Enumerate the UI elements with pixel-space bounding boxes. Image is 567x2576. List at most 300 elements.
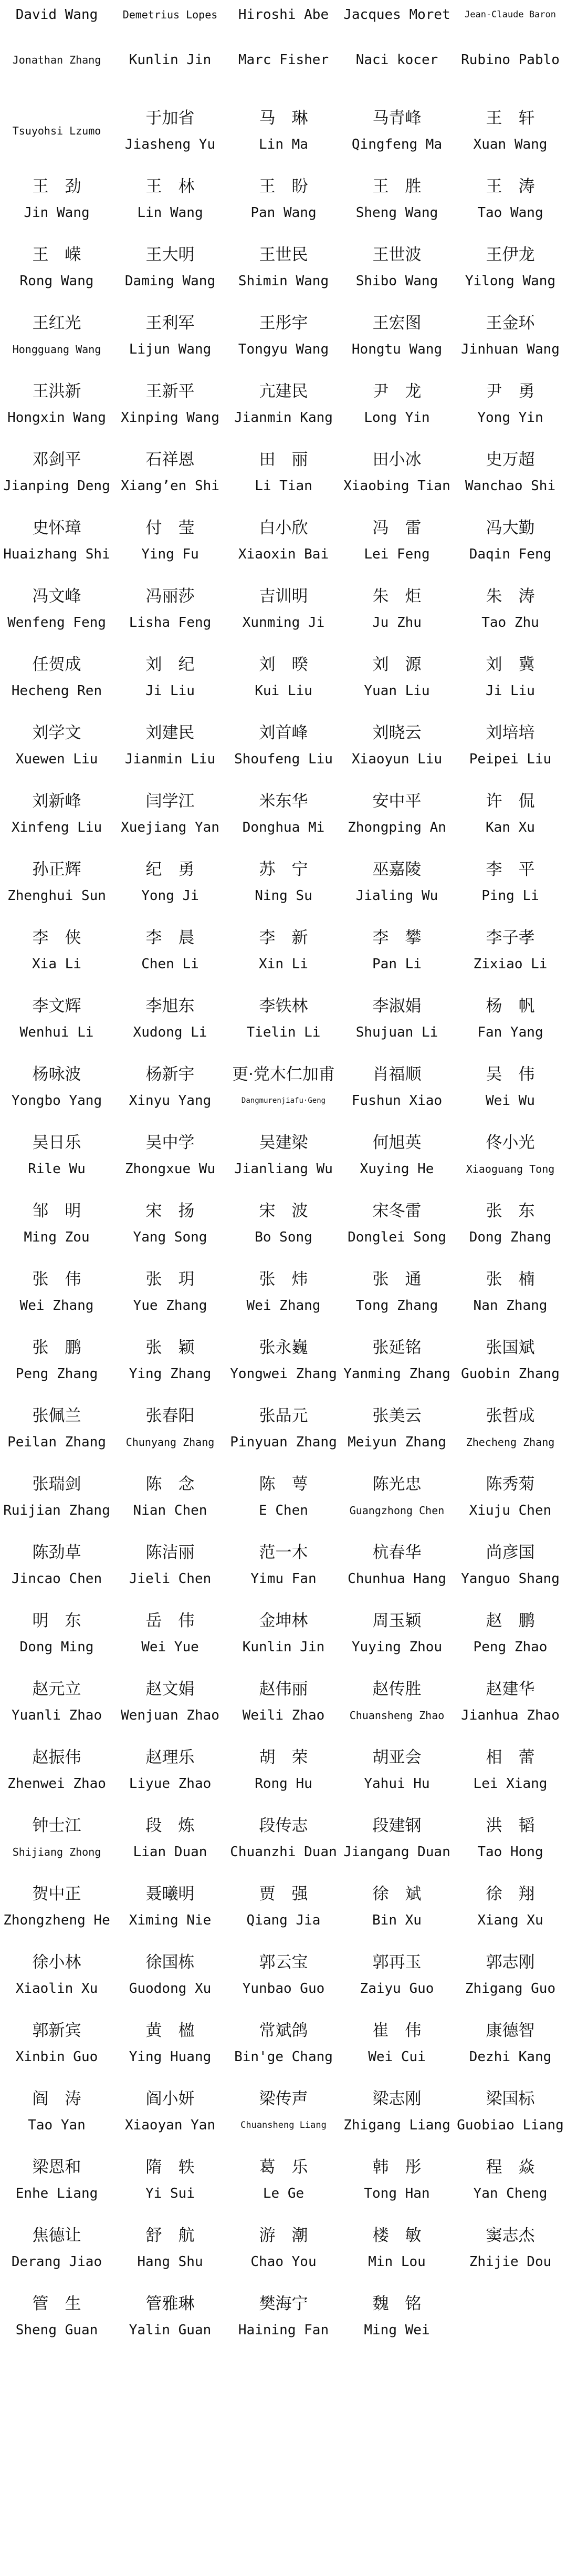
english-name: Ming Zou [24, 1229, 90, 1245]
english-name: Rong Wang [19, 273, 94, 289]
name-cell [0, 1668, 113, 1736]
chinese-name: 韩 彤 [372, 2158, 422, 2177]
english-name: Huaizhang Shi [3, 546, 110, 562]
name-cell [340, 575, 454, 643]
name-cell [340, 1394, 454, 1463]
name-row [0, 506, 567, 575]
name-cell [454, 97, 567, 165]
english-name: Jianmin Liu [124, 751, 216, 767]
english-name: Peng Zhao [473, 1639, 548, 1655]
english-name: Dong Zhang [469, 1229, 552, 1245]
name-cell [454, 575, 567, 643]
english-name: Ruijian Zhang [3, 1503, 110, 1518]
name-cell [454, 1121, 567, 1189]
name-cell [113, 1599, 227, 1668]
name-cell [113, 2214, 227, 2282]
english-name: Xiang’en Shi [121, 478, 219, 494]
name-cell [227, 1326, 340, 1394]
name-cell [454, 1736, 567, 1804]
chinese-name: 宋 波 [259, 1202, 308, 1220]
chinese-name: 段 炼 [145, 1816, 195, 1835]
name-cell [227, 1872, 340, 1941]
english-name: Hecheng Ren [11, 683, 102, 699]
name-row [0, 2146, 567, 2214]
name-cell [227, 165, 340, 233]
chinese-name: 岳 伟 [145, 1611, 195, 1630]
english-name: Yong Yin [477, 410, 543, 426]
chinese-name: 张 通 [372, 1270, 422, 1289]
english-name: Zhenghui Sun [7, 888, 106, 904]
name-cell [0, 0, 113, 23]
chinese-name: 陈 萼 [259, 1475, 308, 1494]
english-name: Hang Shu [137, 2254, 203, 2270]
english-name: Shimin Wang [238, 273, 329, 289]
english-name: Chuansheng Liang [240, 2120, 327, 2130]
chinese-name: 金坤林 [259, 1611, 308, 1630]
chinese-name: 张佩兰 [32, 1406, 81, 1425]
name-cell [113, 165, 227, 233]
name-cell [0, 1531, 113, 1599]
name-row [0, 1258, 567, 1326]
chinese-name: 王利军 [145, 314, 195, 333]
english-name: Guangzhong Chen [349, 1504, 445, 1517]
chinese-name: 宋 扬 [145, 1202, 195, 1220]
english-name: Ji Liu [486, 683, 535, 699]
chinese-name: 刘晓云 [372, 723, 422, 742]
english-name: Yongbo Yang [11, 1093, 102, 1109]
english-name: Nan Zhang [473, 1298, 548, 1313]
english-name: Wei Wu [486, 1093, 535, 1109]
english-name: Wei Yue [141, 1639, 199, 1655]
english-name: Naci kocer [355, 52, 438, 68]
name-cell [454, 23, 567, 97]
chinese-name: 常斌鸽 [259, 2021, 308, 2040]
name-cell [454, 1941, 567, 2009]
chinese-name: 田 丽 [259, 450, 308, 469]
chinese-name: 楼 敏 [372, 2226, 422, 2245]
chinese-name: 李子孝 [486, 928, 535, 947]
english-name: Xin Li [259, 956, 308, 972]
name-cell [227, 0, 340, 23]
name-cell [0, 711, 113, 780]
english-name: Yuanli Zhao [11, 1708, 102, 1723]
chinese-name: 张瑞剑 [32, 1475, 81, 1494]
chinese-name: 于加省 [145, 109, 195, 128]
name-cell [340, 1736, 454, 1804]
chinese-name: 贺中正 [32, 1885, 81, 1903]
name-cell [340, 1326, 454, 1394]
english-name: Xia Li [32, 956, 81, 972]
english-name: Dezhi Kang [469, 2049, 552, 2065]
name-cell [0, 2077, 113, 2146]
name-cell [113, 643, 227, 711]
english-name: Shoufeng Liu [234, 751, 333, 767]
english-name: Tong Zhang [355, 1298, 438, 1313]
english-name: Kan Xu [486, 820, 535, 835]
chinese-name: 王伊龙 [486, 245, 535, 264]
chinese-name: 苏 宁 [259, 860, 308, 879]
name-cell [340, 1258, 454, 1326]
name-cell [227, 916, 340, 985]
chinese-name: 赵 鹏 [486, 1611, 535, 1630]
english-name: Jianping Deng [3, 478, 110, 494]
name-cell [340, 2077, 454, 2146]
english-name: Yuan Liu [364, 683, 430, 699]
chinese-name: 聂曦明 [145, 1885, 195, 1903]
english-name: Wenhui Li [19, 1025, 94, 1040]
english-name: Fushun Xiao [351, 1093, 443, 1109]
english-name: Pan Wang [250, 205, 317, 221]
chinese-name: 管雅琳 [145, 2294, 195, 2313]
name-cell [227, 643, 340, 711]
name-cell [113, 711, 227, 780]
name-cell [227, 302, 340, 370]
chinese-name: 王 轩 [486, 109, 535, 128]
chinese-name: 孙正辉 [32, 860, 81, 879]
english-name: Tao Wang [477, 205, 543, 221]
english-name: Bin Xu [372, 1912, 422, 1928]
english-name: Zixiao Li [473, 956, 548, 972]
english-name: Yalin Guan [129, 2322, 212, 2338]
chinese-name: 隋 轶 [145, 2158, 195, 2177]
chinese-name: 刘学文 [32, 723, 81, 742]
english-name: Marc Fisher [238, 52, 329, 68]
english-name: Wenfeng Feng [7, 615, 106, 630]
english-name: Lin Ma [259, 137, 308, 152]
chinese-name: 闫学江 [145, 792, 195, 811]
name-cell [340, 1668, 454, 1736]
chinese-name: 李铁林 [259, 997, 308, 1016]
chinese-name: 梁恩和 [32, 2158, 81, 2177]
english-name: Ju Zhu [372, 615, 422, 630]
name-cell [227, 2077, 340, 2146]
english-name: Zhecheng Zhang [466, 1436, 555, 1449]
english-name: Ying Fu [141, 546, 199, 562]
chinese-name: 佟小光 [486, 1133, 535, 1152]
name-cell [227, 23, 340, 97]
name-cell [227, 1463, 340, 1531]
chinese-name: 王 劲 [32, 177, 81, 196]
name-cell [340, 711, 454, 780]
chinese-name: 梁传声 [259, 2089, 308, 2108]
name-cell [454, 233, 567, 302]
chinese-name: 刘 暌 [259, 655, 308, 674]
chinese-name: 尹 龙 [372, 382, 422, 401]
name-cell [454, 1326, 567, 1394]
english-name: Chen Li [141, 956, 199, 972]
english-name: Zhigang Liang [343, 2117, 450, 2133]
chinese-name: 相 蕾 [486, 1748, 535, 1767]
chinese-name: 阎 涛 [32, 2089, 81, 2108]
chinese-name: 程 焱 [486, 2158, 535, 2177]
name-cell [113, 1258, 227, 1326]
chinese-name: 刘建民 [145, 723, 195, 742]
chinese-name: 米东华 [259, 792, 308, 811]
chinese-name: 冯丽莎 [145, 587, 195, 606]
name-cell [340, 1531, 454, 1599]
english-name: Yan Cheng [473, 2186, 548, 2201]
chinese-name: 赵理乐 [145, 1748, 195, 1767]
chinese-name: 吴中学 [145, 1133, 195, 1152]
name-cell [113, 0, 227, 23]
english-name: Lei Feng [364, 546, 430, 562]
name-cell [0, 1599, 113, 1668]
english-name: Guobiao Liang [457, 2117, 564, 2133]
name-cell [340, 1804, 454, 1872]
english-name: Yimu Fan [250, 1571, 317, 1587]
chinese-name: 徐国栋 [145, 1953, 195, 1972]
name-cell [113, 2282, 227, 2351]
name-cell [0, 2146, 113, 2214]
english-name: Chunhua Hang [348, 1571, 446, 1587]
english-name: Xinbin Guo [15, 2049, 98, 2065]
name-cell [340, 643, 454, 711]
chinese-name: 陈 念 [145, 1475, 195, 1494]
name-cell [113, 1189, 227, 1258]
name-row [0, 2077, 567, 2146]
english-name: Sheng Guan [15, 2322, 98, 2338]
name-row [0, 575, 567, 643]
english-name: Pinyuan Zhang [230, 1434, 337, 1450]
chinese-name: 赵文娟 [145, 1680, 195, 1699]
name-row [0, 97, 567, 165]
chinese-name: 赵传胜 [372, 1680, 422, 1699]
chinese-name: 杭春华 [372, 1543, 422, 1562]
name-cell [0, 916, 113, 985]
english-name: Xuying He [360, 1161, 434, 1177]
chinese-name: 李 平 [486, 860, 535, 879]
chinese-name: 王 盼 [259, 177, 308, 196]
chinese-name: 王 涛 [486, 177, 535, 196]
english-name: Yang Song [133, 1229, 207, 1245]
name-cell [113, 575, 227, 643]
english-name: Dangmurenjiafu·Geng [241, 1096, 326, 1105]
english-name: Xinyu Yang [129, 1093, 212, 1109]
english-name: Xudong Li [133, 1025, 207, 1040]
name-cell [340, 165, 454, 233]
name-cell [227, 233, 340, 302]
english-name: Pan Li [372, 956, 422, 972]
chinese-name: 安中平 [372, 792, 422, 811]
chinese-name: 郭新宾 [32, 2021, 81, 2040]
chinese-name: 刘培培 [486, 723, 535, 742]
chinese-name: 葛 乐 [259, 2158, 308, 2177]
name-cell [454, 1872, 567, 1941]
name-cell [454, 438, 567, 506]
name-cell [0, 1394, 113, 1463]
chinese-name: 亢建民 [259, 382, 308, 401]
english-name: Chuanzhi Duan [230, 1844, 337, 1860]
english-name: Ning Su [255, 888, 312, 904]
english-name: Derang Jiao [11, 2254, 102, 2270]
english-name: Xuejiang Yan [121, 820, 219, 835]
chinese-name: 游 潮 [259, 2226, 308, 2245]
chinese-name: 王新平 [145, 382, 195, 401]
name-cell [113, 1872, 227, 1941]
name-cell [340, 1872, 454, 1941]
chinese-name: 赵伟丽 [259, 1680, 308, 1699]
chinese-name: 石祥恩 [145, 450, 195, 469]
name-cell [0, 302, 113, 370]
chinese-name: 尚彦国 [486, 1543, 535, 1562]
chinese-name: 陈劲草 [32, 1543, 81, 1562]
name-cell [113, 1394, 227, 1463]
english-name: Ji Liu [145, 683, 195, 699]
chinese-name: 段传志 [259, 1816, 308, 1835]
name-cell [113, 2146, 227, 2214]
chinese-name: 徐 斌 [372, 1885, 422, 1903]
name-row [0, 1941, 567, 2009]
english-name: Xuan Wang [473, 137, 548, 152]
english-name: Le Ge [262, 2186, 304, 2201]
english-name: Zhijie Dou [469, 2254, 552, 2270]
chinese-name: 张品元 [259, 1406, 308, 1425]
name-cell [227, 1804, 340, 1872]
name-cell [454, 1463, 567, 1531]
name-cell [227, 506, 340, 575]
chinese-name: 洪 韬 [486, 1816, 535, 1835]
chinese-name: 刘 冀 [486, 655, 535, 674]
english-name: Hiroshi Abe [238, 7, 329, 23]
english-name: Jean-Claude Baron [465, 9, 556, 20]
name-cell [113, 1326, 227, 1394]
english-name: Meiyun Zhang [348, 1434, 446, 1450]
name-cell [113, 1531, 227, 1599]
english-name: Yong Ji [141, 888, 199, 904]
name-cell [454, 506, 567, 575]
chinese-name: 肖福顺 [372, 1065, 422, 1084]
name-cell [113, 1941, 227, 2009]
name-cell [227, 1599, 340, 1668]
chinese-name: 钟士江 [32, 1816, 81, 1835]
name-cell [227, 2009, 340, 2077]
chinese-name: 李文辉 [32, 997, 81, 1016]
english-name: Weili Zhao [242, 1708, 325, 1723]
chinese-name: 梁国标 [486, 2089, 535, 2108]
name-cell [454, 2146, 567, 2214]
chinese-name: 王宏图 [372, 314, 422, 333]
name-row [0, 0, 567, 23]
name-cell [454, 780, 567, 848]
chinese-name: 张 楠 [486, 1270, 535, 1289]
chinese-name: 徐 翔 [486, 1885, 535, 1903]
chinese-name: 邹 明 [32, 1202, 81, 1220]
name-cell [227, 1258, 340, 1326]
english-name: Jialing Wu [355, 888, 438, 904]
name-cell [0, 1804, 113, 1872]
english-name: Tielin Li [246, 1025, 321, 1040]
chinese-name: 更·党木仁加甫 [232, 1065, 335, 1084]
name-cell [0, 1872, 113, 1941]
name-row [0, 711, 567, 780]
name-cell [113, 780, 227, 848]
chinese-name: 陈光忠 [372, 1475, 422, 1494]
english-name: Shibo Wang [355, 273, 438, 289]
english-name: Kunlin Jin [242, 1639, 325, 1655]
chinese-name: 张 伟 [32, 1270, 81, 1289]
english-name: Tao Yan [28, 2117, 86, 2133]
chinese-name: 冯大勤 [486, 519, 535, 537]
english-name: Jonathan Zhang [12, 54, 101, 66]
chinese-name: 冯 雷 [372, 519, 422, 537]
name-cell [113, 985, 227, 1053]
name-cell [340, 233, 454, 302]
name-cell [113, 2077, 227, 2146]
english-name: Xinping Wang [121, 410, 219, 426]
chinese-name: 王洪新 [32, 382, 81, 401]
name-cell [454, 916, 567, 985]
name-cell [454, 985, 567, 1053]
english-name: Bin'ge Chang [234, 2049, 333, 2065]
name-cell [454, 1189, 567, 1258]
english-name: Hongguang Wang [12, 343, 101, 356]
chinese-name: 张春阳 [145, 1406, 195, 1425]
english-name: Shijiang Zhong [12, 1846, 101, 1858]
chinese-name: 任贺成 [32, 655, 81, 674]
english-name: Peng Zhang [15, 1366, 98, 1382]
name-row [0, 370, 567, 438]
chinese-name: 张 炜 [259, 1270, 308, 1289]
english-name: Chuansheng Zhao [349, 1709, 445, 1722]
name-cell [227, 985, 340, 1053]
english-name: Ying Zhang [129, 1366, 212, 1382]
english-name: Jianhua Zhao [461, 1708, 560, 1723]
english-name: Wei Zhang [19, 1298, 94, 1313]
english-name: Yilong Wang [465, 273, 556, 289]
english-name: Xiaolin Xu [15, 1981, 98, 1996]
name-cell [113, 1804, 227, 1872]
name-cell [0, 2009, 113, 2077]
name-row [0, 1531, 567, 1599]
chinese-name: 巫嘉陵 [372, 860, 422, 879]
english-name: Rile Wu [28, 1161, 86, 1177]
chinese-name: 徐小林 [32, 1953, 81, 1972]
english-name: Xunming Ji [242, 615, 325, 630]
name-cell [454, 302, 567, 370]
name-row [0, 1394, 567, 1463]
name-cell [0, 1189, 113, 1258]
chinese-name: 胡亚会 [372, 1748, 422, 1767]
english-name: Hongtu Wang [351, 342, 443, 357]
name-row [0, 1326, 567, 1394]
english-name: Yuying Zhou [351, 1639, 443, 1655]
english-name: Demetrius Lopes [122, 8, 218, 21]
name-row [0, 233, 567, 302]
name-cell [227, 1941, 340, 2009]
english-name: Jianmin Kang [234, 410, 333, 426]
english-name: Peilan Zhang [7, 1434, 106, 1450]
english-name: Yi Sui [145, 2186, 195, 2201]
name-row [0, 985, 567, 1053]
chinese-name: 刘 纪 [145, 655, 195, 674]
english-name: Wanchao Shi [465, 478, 556, 494]
chinese-name: 史万超 [486, 450, 535, 469]
chinese-name: 邓剑平 [32, 450, 81, 469]
name-cell [340, 916, 454, 985]
english-name: Yunbao Guo [242, 1981, 325, 1996]
name-row [0, 1668, 567, 1736]
english-name: Daqin Feng [469, 546, 552, 562]
chinese-name: 刘 源 [372, 655, 422, 674]
english-name: Yanguo Shang [461, 1571, 560, 1587]
name-cell [227, 2146, 340, 2214]
chinese-name: 王大明 [145, 245, 195, 264]
english-name: Ping Li [481, 888, 539, 904]
name-cell [0, 506, 113, 575]
name-cell [454, 2077, 567, 2146]
chinese-name: 康德智 [486, 2021, 535, 2040]
name-cell [340, 438, 454, 506]
